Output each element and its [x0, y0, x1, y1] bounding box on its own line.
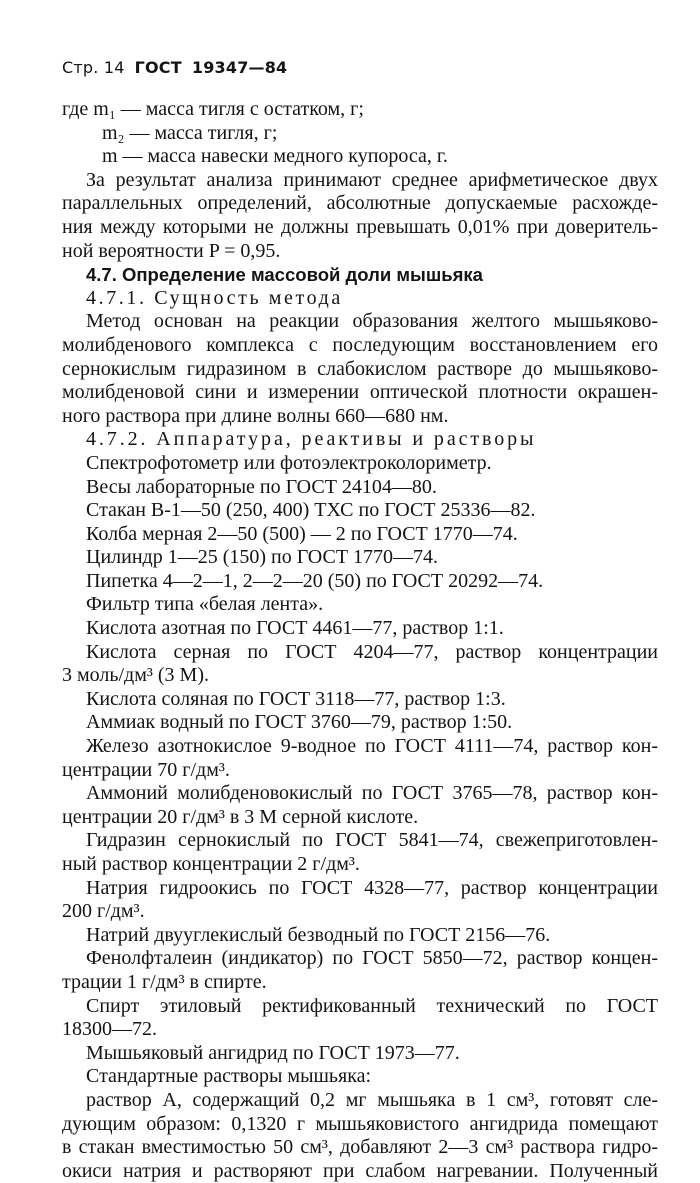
- text-line: За результат анализа принимают среднее арифметическое двух: [86, 168, 658, 191]
- subsection-heading: 4.7.2. Аппаратура, реактивы и растворы: [86, 428, 537, 451]
- subsection-heading: 4.7.1. Сущность метода: [86, 286, 343, 309]
- text-line: Натрия гидроокись по ГОСТ 4328—77, раствор концентрации: [86, 876, 658, 899]
- text-line: m₂ — масса тигля, г;: [102, 121, 278, 144]
- text-line: Фенолфталеин (индикатор) по ГОСТ 5850—72, раствор концен-: [86, 947, 658, 970]
- standard-number: 19347—84: [191, 58, 288, 77]
- text-line: Аммоний молибденовокислый по ГОСТ 3765—78, раствор кон-: [86, 782, 658, 805]
- text-line: 200 г/дм³.: [62, 900, 145, 923]
- text-line: параллельных определений, абсолютные допускаемые расхожде-: [62, 192, 658, 215]
- text-line: молибденовой сини и измерении оптической плотности окрашен-: [62, 381, 658, 404]
- text-line: Аммиак водный по ГОСТ 3760—79, раствор 1:50.: [86, 711, 513, 734]
- text-line: Колба мерная 2—50 (500) — 2 по ГОСТ 1770—74.: [86, 522, 518, 545]
- text-line: раствор А, содержащий 0,2 мг мышьяка в 1 см³, готовят сле-: [86, 1088, 658, 1111]
- text-line: Спирт этиловый ректификованный технический по ГОСТ: [86, 994, 658, 1017]
- text-line: сернокислым гидразином в слабокислом растворе до мышьяково-: [62, 357, 658, 380]
- text-line: где m₁ — масса тигля с остатком, г;: [62, 98, 364, 120]
- text-line: Весы лабораторные по ГОСТ 24104—80.: [86, 475, 437, 498]
- text-line: Спектрофотометр или фотоэлектроколориметр.: [86, 451, 492, 474]
- text-line: ной вероятности P = 0,95.: [62, 239, 281, 262]
- page-header: [62, 58, 287, 77]
- text-line: молибденового комплекса с последующим восстановлением его: [62, 333, 658, 356]
- text-line: Кислота соляная по ГОСТ 3118—77, раствор 1:3.: [86, 687, 506, 710]
- text-line: центрации 70 г/дм³.: [62, 758, 230, 781]
- text-line: ния между которыми не должны превышать 0,01% при доверитель-: [62, 215, 658, 238]
- text-line: Цилиндр 1—25 (150) по ГОСТ 1770—74.: [86, 546, 439, 569]
- text-line: Гидразин сернокислый по ГОСТ 5841—74, свежеприготовлен-: [86, 829, 658, 852]
- text-line: m — масса навески медного купороса, г.: [102, 145, 448, 168]
- text-line: Стандартные растворы мышьяка:: [86, 1065, 372, 1088]
- text-line: 18300—72.: [62, 1018, 157, 1041]
- text-line: Кислота азотная по ГОСТ 4461—77, раствор 1:1.: [86, 617, 504, 640]
- text-line: Кислота серная по ГОСТ 4204—77, раствор концентрации: [86, 640, 658, 663]
- body-text: [62, 98, 658, 1183]
- text-line: трации 1 г/дм³ в спирте.: [62, 970, 267, 993]
- text-line: Пипетка 4—2—1, 2—2—20 (50) по ГОСТ 20292—74.: [86, 569, 544, 592]
- text-line: дующим образом: 0,1320 г мышьяковистого ангидрида помещают: [62, 1112, 658, 1135]
- page-number: Стр. 14: [62, 58, 125, 77]
- standard-label: ГОСТ: [134, 58, 182, 77]
- text-line: Стакан В-1—50 (250, 400) ТХС по ГОСТ 25336—82.: [86, 499, 536, 522]
- section-heading: 4.7. Определение массовой доли мышьяка: [86, 264, 483, 286]
- text-line: окиси натрия и растворяют при слабом нагревании. Полученный: [62, 1159, 658, 1182]
- text-line: Железо азотнокислое 9-водное по ГОСТ 4111—74, раствор кон-: [86, 735, 658, 758]
- text-line: ный раствор концентрации 2 г/дм³.: [62, 853, 360, 875]
- text-line: 3 моль/дм³ (3 М).: [62, 664, 209, 687]
- text-line: Мышьяковый ангидрид по ГОСТ 1973—77.: [86, 1041, 460, 1064]
- text-line: Метод основан на реакции образования желтого мышьяково-: [86, 310, 658, 333]
- text-line: Натрий двууглекислый безводный по ГОСТ 2156—76.: [86, 923, 551, 946]
- text-line: центрации 20 г/дм³ в 3 М серной кислоте.: [62, 805, 419, 828]
- text-line: Фильтр типа «белая лента».: [86, 593, 324, 616]
- text-line: в стакан вместимостью 50 см³, добавляют 2—3 см³ раствора гидро-: [62, 1136, 658, 1159]
- text-line: ного раствора при длине волны 660—680 нм.: [62, 404, 449, 427]
